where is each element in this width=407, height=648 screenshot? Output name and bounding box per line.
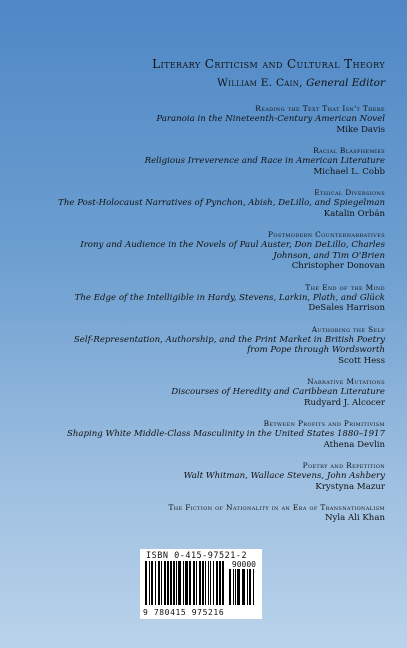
editor-role: General Editor xyxy=(306,77,385,89)
book-entry xyxy=(55,283,385,314)
series-title: Literary Criticism and Cultural Theory xyxy=(152,57,385,71)
book-title: Poetry and Repetition xyxy=(302,461,385,470)
book-subtitle: Shaping White Middle-Class Masculinity in the United States 1880–1917 xyxy=(66,429,385,439)
isbn-label: ISBN 0-415-97521-2 xyxy=(146,551,248,561)
book-subtitle: The Post-Holocaust Narratives of Pynchon, Abish, DeLillo, and Spiegelman xyxy=(58,198,385,208)
book-title: Ethical Diversions xyxy=(314,188,385,197)
book-list xyxy=(55,104,385,535)
book-subtitle: Paranoia in the Nineteenth-Century American Novel xyxy=(156,114,385,124)
book-author: Krystyna Mazur xyxy=(315,481,385,492)
book-entry xyxy=(55,419,385,450)
book-title: Narrative Mutations xyxy=(307,377,385,386)
book-entry xyxy=(55,146,385,177)
barcode-bars-addon xyxy=(229,569,257,605)
book-title: Between Profits and Primitivism xyxy=(263,419,385,428)
book-author: Nyla Ali Khan xyxy=(324,513,385,523)
price-code: 90000 xyxy=(231,560,256,569)
book-entry xyxy=(55,503,385,524)
book-entry xyxy=(55,325,385,367)
book-subtitle: Discourses of Heredity and Caribbean Literature xyxy=(171,387,385,397)
book-author: Michael L. Cobb xyxy=(313,166,385,177)
book-subtitle: The Edge of the Intelligible in Hardy, Stevens, Larkin, Plath, and Glück xyxy=(74,292,385,303)
book-title: The Fiction of Nationality in an Era of Transnationalism xyxy=(168,503,385,512)
book-title: Postmodern Counternarratives xyxy=(268,230,385,239)
book-subtitle: Walt Whitman, Wallace Stevens, John Ashbery xyxy=(183,471,385,481)
book-subtitle: Irony and Audience in the Novels of Paul Auster, Don DeLillo, Charles Johnson, and Tim O'Brien xyxy=(80,240,385,261)
book-entry xyxy=(55,104,385,135)
barcode-bars-main xyxy=(145,561,227,605)
book-subtitle: Religious Irreverence and Race in American Literature xyxy=(144,156,385,166)
book-author: Christopher Donovan xyxy=(291,261,385,271)
book-entry xyxy=(55,230,385,272)
barcode xyxy=(140,549,262,619)
book-author: Rudyard J. Alcocer xyxy=(303,397,385,408)
book-author: Athena Devlin xyxy=(323,439,385,450)
book-title: Authoring the Self xyxy=(311,324,385,334)
book-entry xyxy=(55,377,385,408)
editor-name: William E. Cain, xyxy=(217,77,303,89)
book-subtitle: Self-Representation, Authorship, and the Print Market in British Poetry from Pope through Wordsworth xyxy=(73,334,385,355)
book-title: The End of the Mind xyxy=(305,282,385,292)
book-author: DeSales Harrison xyxy=(308,303,385,313)
book-title: Reading the Text That Isn't There xyxy=(255,104,385,113)
book-author: Scott Hess xyxy=(338,355,385,366)
book-entry xyxy=(55,461,385,492)
series-editor xyxy=(217,77,385,89)
ean-digits: 9 780415 975216 xyxy=(143,608,225,617)
book-author: Mike Davis xyxy=(336,124,385,135)
book-author: Katalin Orbán xyxy=(323,208,385,219)
book-title: Racial Blasphemies xyxy=(313,146,385,155)
book-entry xyxy=(55,188,385,219)
